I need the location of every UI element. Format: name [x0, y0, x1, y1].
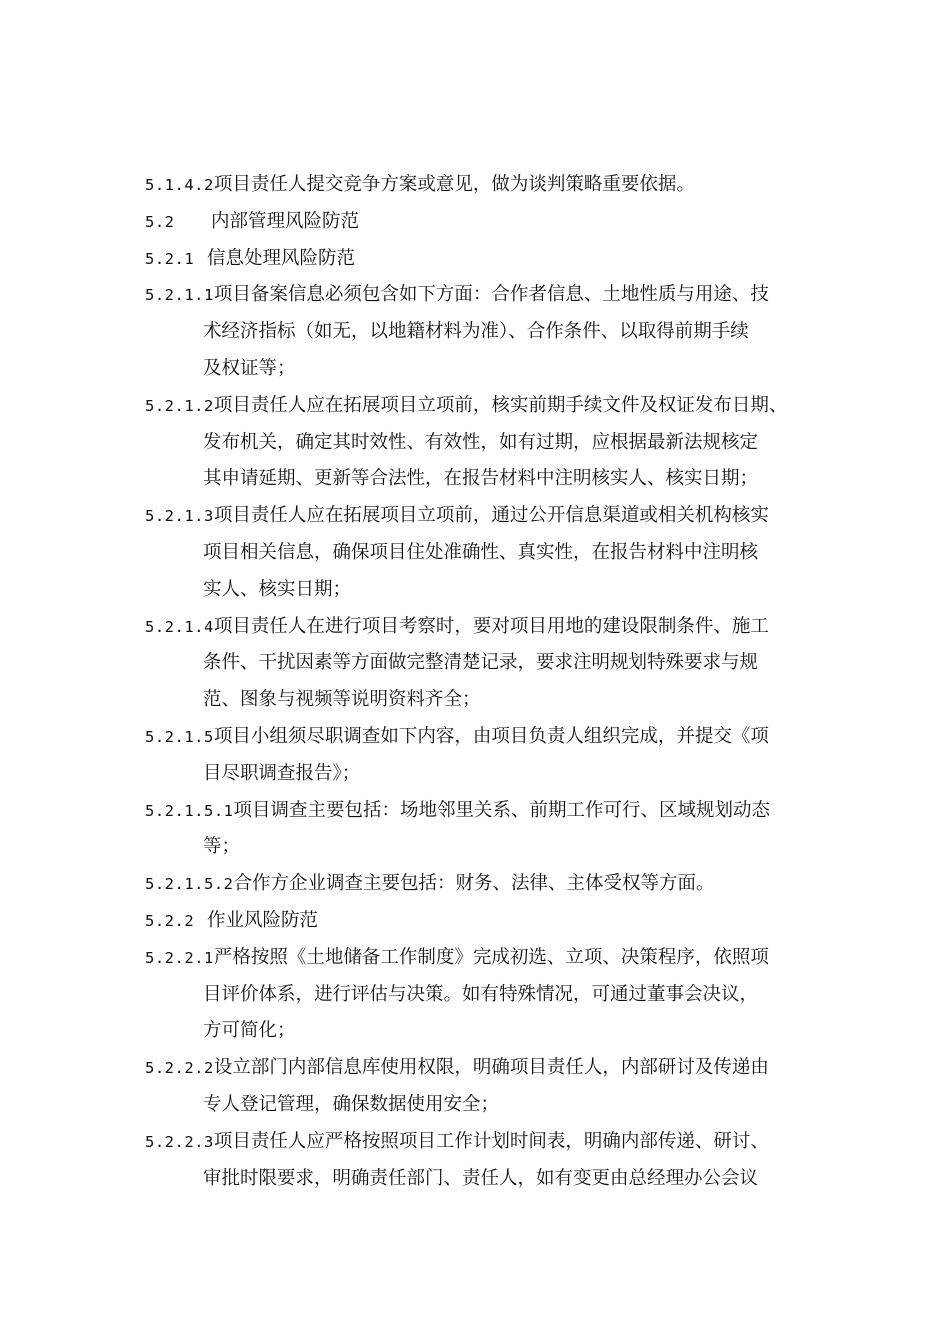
paragraph-5-2-1-4 — [145, 609, 825, 719]
paragraph-text: 项目调查主要包括：场地邻里关系、前期工作可行、区域规划动态 — [233, 799, 771, 821]
paragraph-number: 5.1.4.2 — [145, 176, 214, 194]
paragraph-text: 及权证等； — [203, 357, 296, 379]
paragraph-text: 项目小组须尽职调查如下内容，由项目负责人组织完成，并提交《项 — [213, 725, 769, 747]
paragraph-5-2-1-1 — [145, 277, 825, 387]
paragraph-text: 等； — [203, 836, 241, 858]
heading-number: 5.2.1 — [145, 249, 195, 268]
heading-5-2-1 — [145, 241, 825, 278]
paragraph-text: 范、图象与视频等说明资料齐全； — [203, 689, 481, 711]
paragraph-number: 5.2.1.5.1 — [145, 801, 234, 820]
paragraph-5-2-1-2 — [145, 388, 825, 498]
paragraph-number: 5.2.1.5 — [145, 727, 214, 746]
paragraph-text: 设立部门内部信息库使用权限，明确项目责任人，内部研讨及传递由 — [213, 1057, 769, 1079]
paragraph-number: 5.2.1.4 — [145, 617, 214, 636]
heading-number: 5.2.2 — [145, 911, 195, 930]
heading-text: 作业风险防范 — [207, 909, 319, 931]
document-body — [0, 167, 950, 1197]
heading-5-2-2 — [145, 903, 825, 940]
paragraph-5-2-1-5-2 — [145, 866, 825, 903]
paragraph-5-2-2-1 — [145, 940, 825, 1050]
paragraph-text: 专人登记管理，确保数据使用安全； — [203, 1093, 500, 1115]
heading-text: 内部管理风险防范 — [211, 210, 360, 232]
paragraph-text: 严格按照《土地储备工作制度》完成初选、立项、决策程序，依照项 — [213, 946, 769, 968]
paragraph-text: 合作方企业调查主要包括：财务、法律、主体受权等方面。 — [233, 873, 715, 895]
paragraph-number: 5.2.2.2 — [145, 1059, 214, 1078]
paragraph-5-2-2-2 — [145, 1050, 825, 1124]
paragraph-5-2-1-5-1 — [145, 793, 825, 867]
heading-5-2 — [145, 204, 825, 241]
paragraph-text: 项目责任人应在拓展项目立项前，核实前期手续文件及权证发布日期、 — [213, 394, 788, 416]
paragraph-text: 目评价体系，进行评估与决策。如有特殊情况，可通过董事会决议， — [203, 983, 759, 1005]
paragraph-5-2-1-5 — [145, 719, 825, 793]
paragraph-text: 其申请延期、更新等合法性，在报告材料中注明核实人、核实日期； — [203, 468, 759, 490]
paragraph-number: 5.2.2.1 — [145, 948, 214, 967]
paragraph-number: 5.2.2.3 — [145, 1132, 214, 1151]
paragraph-text: 术经济指标（如无，以地籍材料为准）、合作条件、以取得前期手续 — [203, 321, 749, 343]
paragraph-text: 项目责任人应在拓展项目立项前，通过公开信息渠道或相关机构核实 — [213, 505, 769, 527]
paragraph-text: 方可简化； — [203, 1020, 296, 1042]
paragraph-text: 发布机关，确定其时效性、有效性，如有过期，应根据最新法规核定 — [203, 431, 759, 453]
paragraph-text: 条件、干扰因素等方面做完整清楚记录，要求注明规划特殊要求与规 — [203, 652, 759, 674]
paragraph-number: 5.2.1.3 — [145, 507, 214, 526]
paragraph-text: 项目备案信息必须包含如下方面：合作者信息、土地性质与用途、技 — [213, 284, 769, 306]
paragraph-text: 项目相关信息，确保项目住处准确性、真实性，在报告材料中注明核 — [203, 541, 759, 563]
paragraph-text: 实人、核实日期； — [203, 578, 352, 600]
paragraph-text: 项目责任人应严格按照项目工作计划时间表，明确内部传递、研讨、 — [213, 1130, 769, 1152]
paragraph-text: 项目责任人在进行项目考察时，要对项目用地的建设限制条件、施工 — [213, 615, 769, 637]
heading-number: 5.2 — [145, 212, 175, 231]
paragraph-5-1-4-2 — [145, 167, 825, 204]
paragraph-text: 项目责任人提交竞争方案或意见，做为谈判策略重要依据。 — [213, 174, 695, 195]
paragraph-number: 5.2.1.5.2 — [145, 875, 234, 894]
paragraph-5-2-1-3 — [145, 498, 825, 608]
paragraph-number: 5.2.1.1 — [145, 286, 214, 305]
paragraph-text: 审批时限要求，明确责任部门、责任人，如有变更由总经理办公会议 — [203, 1167, 759, 1189]
paragraph-number: 5.2.1.2 — [145, 396, 214, 415]
paragraph-5-2-2-3 — [145, 1124, 825, 1198]
paragraph-text: 目尽职调查报告》； — [203, 762, 361, 784]
heading-text: 信息处理风险防范 — [207, 247, 356, 269]
